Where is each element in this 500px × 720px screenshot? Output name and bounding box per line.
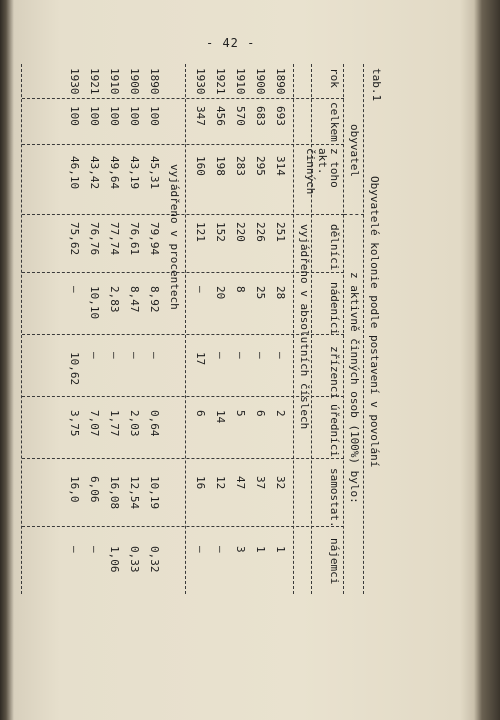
absolute-cell: – bbox=[194, 286, 207, 293]
percent-cell: – bbox=[88, 352, 101, 359]
percent-cell: 1,77 bbox=[108, 410, 121, 437]
absolute-cell: – bbox=[274, 352, 287, 359]
absolute-cell: 121 bbox=[194, 222, 207, 242]
percent-cell: 100 bbox=[68, 106, 81, 126]
page-number: - 42 - bbox=[206, 36, 256, 50]
absolute-cell: 220 bbox=[234, 222, 247, 242]
absolute-cell: 28 bbox=[274, 286, 287, 300]
table-vertical-rule bbox=[22, 396, 344, 397]
absolute-cell: 17 bbox=[194, 352, 207, 366]
table-vertical-rule bbox=[344, 214, 364, 215]
absolute-cell: 1910 bbox=[234, 68, 247, 95]
absolute-cell: – bbox=[214, 352, 227, 359]
percent-cell: 1921 bbox=[88, 68, 101, 95]
table-vertical-rule bbox=[22, 272, 344, 273]
column-header-najemci: nájemci bbox=[328, 538, 341, 585]
table-title: Obyvatelé kolonie podle postavení v povolání bbox=[368, 176, 381, 468]
percent-cell: 49,64 bbox=[108, 156, 121, 190]
absolute-cell: 16 bbox=[194, 476, 207, 490]
percent-cell: 100 bbox=[128, 106, 141, 126]
percent-cell: 75,62 bbox=[68, 222, 81, 256]
column-header-zrizenci: zřízenci bbox=[328, 346, 341, 399]
table-vertical-rule bbox=[22, 526, 344, 527]
absolute-cell: 1900 bbox=[254, 68, 267, 95]
percent-cell: 1900 bbox=[128, 68, 141, 95]
table-vertical-rule bbox=[22, 144, 344, 145]
percent-cell: 10,19 bbox=[148, 476, 161, 510]
absolute-cell: – bbox=[194, 546, 207, 553]
table-vertical-rule bbox=[22, 458, 344, 459]
group-header-aktivni: z aktivně činných osob (100%) bylo: bbox=[348, 272, 361, 504]
percent-cell: 2,83 bbox=[108, 286, 121, 313]
percent-cell: 6,06 bbox=[88, 476, 101, 503]
column-header-celkem: celkem bbox=[328, 102, 341, 142]
percent-cell: – bbox=[108, 352, 121, 359]
percent-cell: 16,0 bbox=[68, 476, 81, 503]
absolute-cell: 25 bbox=[254, 286, 267, 300]
percent-cell: 1910 bbox=[108, 68, 121, 95]
absolute-cell: 14 bbox=[214, 410, 227, 424]
absolute-cell: 152 bbox=[214, 222, 227, 242]
absolute-cell: 160 bbox=[194, 156, 207, 176]
absolute-cell: 683 bbox=[254, 106, 267, 126]
percent-cell: 79,94 bbox=[148, 222, 161, 256]
document-page bbox=[10, 0, 476, 720]
absolute-cell: – bbox=[214, 546, 227, 553]
absolute-cell: 47 bbox=[234, 476, 247, 490]
absolute-cell: 1921 bbox=[214, 68, 227, 95]
absolute-cell: 1 bbox=[274, 546, 287, 553]
absolute-cell: – bbox=[254, 352, 267, 359]
group-header-obyvatel: obyvatel bbox=[348, 124, 361, 177]
percent-cell: 77,74 bbox=[108, 222, 121, 256]
percent-cell: – bbox=[148, 352, 161, 359]
percent-cell: 2,03 bbox=[128, 410, 141, 437]
absolute-cell: 5 bbox=[234, 410, 247, 417]
absolute-cell: 37 bbox=[254, 476, 267, 490]
absolute-cell: 314 bbox=[274, 156, 287, 176]
absolute-cell: 32 bbox=[274, 476, 287, 490]
table-vertical-rule bbox=[22, 98, 344, 99]
percent-cell: 46,10 bbox=[68, 156, 81, 190]
absolute-cell: 456 bbox=[214, 106, 227, 126]
percent-cell: 7,07 bbox=[88, 410, 101, 437]
percent-cell: 100 bbox=[108, 106, 121, 126]
percent-cell: 1,06 bbox=[108, 546, 121, 573]
percent-cell: – bbox=[68, 546, 81, 553]
percent-cell: 10,62 bbox=[68, 352, 81, 386]
table-vertical-rule bbox=[22, 214, 344, 215]
percent-cell: 76,76 bbox=[88, 222, 101, 256]
absolute-cell: 693 bbox=[274, 106, 287, 126]
percent-cell: – bbox=[88, 546, 101, 553]
percent-cell: 3,75 bbox=[68, 410, 81, 437]
percent-cell: 8,92 bbox=[148, 286, 161, 313]
absolute-cell: 226 bbox=[254, 222, 267, 242]
absolute-cell: 1930 bbox=[194, 68, 207, 95]
percent-cell: 43,19 bbox=[128, 156, 141, 190]
column-header-nadenici: nádeníci bbox=[328, 282, 341, 335]
absolute-cell: 8 bbox=[234, 286, 247, 293]
percent-cell: 76,61 bbox=[128, 222, 141, 256]
column-header-urednici: úředníci bbox=[328, 404, 341, 457]
absolute-cell: 1 bbox=[254, 546, 267, 553]
absolute-cell: 198 bbox=[214, 156, 227, 176]
absolute-cell: – bbox=[234, 352, 247, 359]
percent-cell: 100 bbox=[88, 106, 101, 126]
table-horizontal-rule bbox=[363, 64, 364, 594]
absolute-cell: 6 bbox=[254, 410, 267, 417]
percent-cell: 10,10 bbox=[88, 286, 101, 320]
section-label-percent: vyjádřeno v procentech bbox=[168, 164, 181, 310]
absolute-cell: 1890 bbox=[274, 68, 287, 95]
percent-cell: 43,42 bbox=[88, 156, 101, 190]
absolute-cell: 570 bbox=[234, 106, 247, 126]
percent-cell: 0,64 bbox=[148, 410, 161, 437]
table-label: tab.1 bbox=[370, 68, 383, 102]
absolute-cell: 283 bbox=[234, 156, 247, 176]
column-header-akt-cinnych: z toho akt. činných bbox=[304, 148, 341, 195]
column-header-samostat: samostat. bbox=[328, 468, 341, 528]
percent-cell: 1890 bbox=[148, 68, 161, 95]
absolute-cell: 3 bbox=[234, 546, 247, 553]
percent-cell: 45,31 bbox=[148, 156, 161, 190]
table-vertical-rule bbox=[22, 334, 344, 335]
rotated-table bbox=[18, 64, 386, 596]
absolute-cell: 20 bbox=[214, 286, 227, 300]
absolute-cell: 347 bbox=[194, 106, 207, 126]
absolute-cell: 6 bbox=[194, 410, 207, 417]
percent-cell: 16,08 bbox=[108, 476, 121, 510]
absolute-cell: 295 bbox=[254, 156, 267, 176]
column-header-rok: rok bbox=[328, 68, 341, 88]
section-label-absolute: vyjádřeno v absolutních číslech bbox=[298, 224, 311, 430]
percent-cell: 1930 bbox=[68, 68, 81, 95]
percent-cell: 12,54 bbox=[128, 476, 141, 510]
percent-cell: 0,33 bbox=[128, 546, 141, 573]
percent-cell: – bbox=[68, 286, 81, 293]
percent-cell: 8,47 bbox=[128, 286, 141, 313]
absolute-cell: 251 bbox=[274, 222, 287, 242]
absolute-cell: 12 bbox=[214, 476, 227, 490]
percent-cell: 100 bbox=[148, 106, 161, 126]
percent-cell: – bbox=[128, 352, 141, 359]
percent-cell: 0,32 bbox=[148, 546, 161, 573]
column-header-delnici: dělníci bbox=[328, 224, 341, 271]
absolute-cell: 2 bbox=[274, 410, 287, 417]
